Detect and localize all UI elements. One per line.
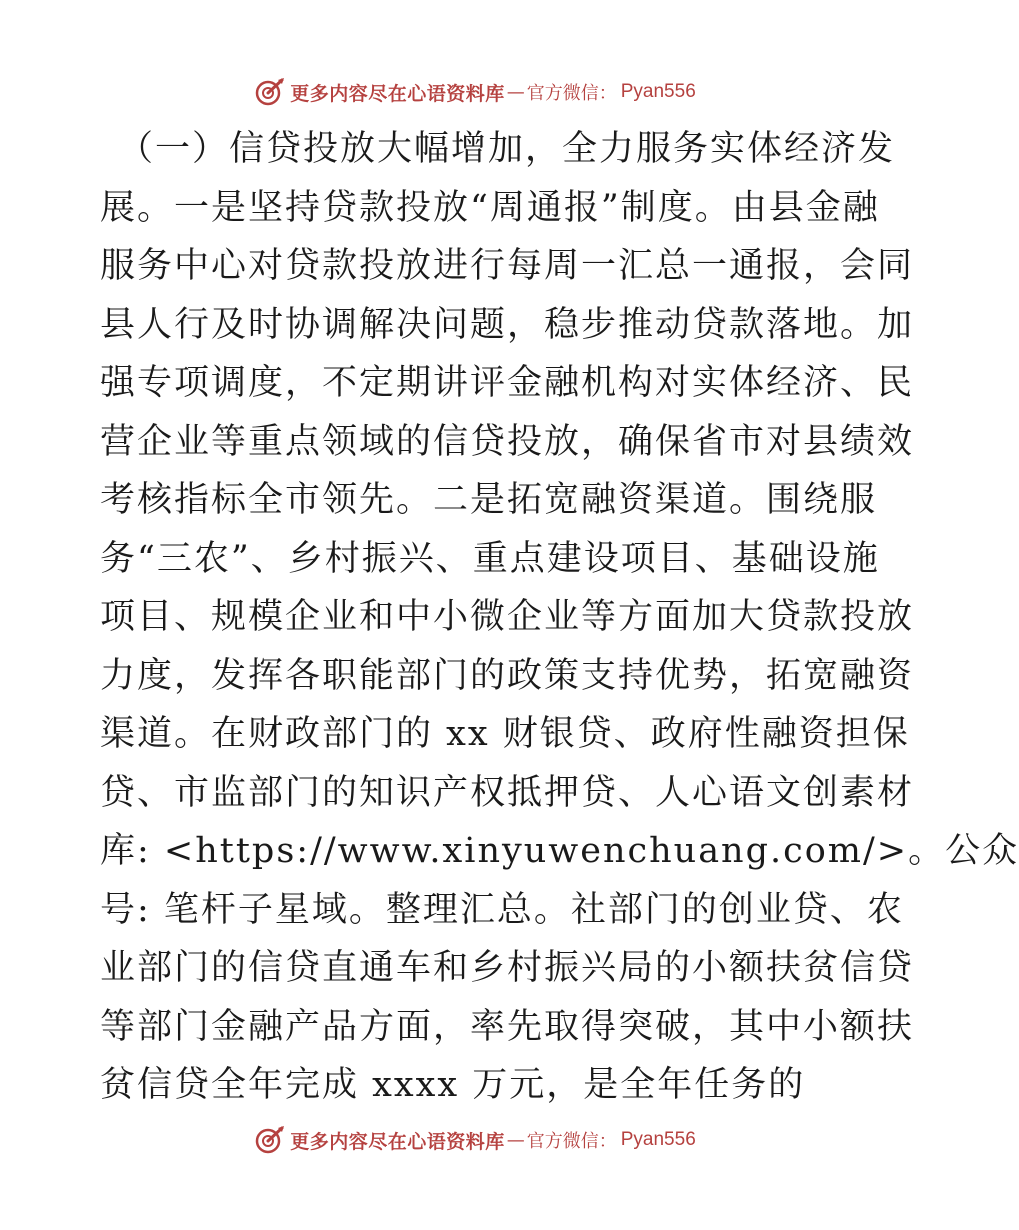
footer-watermark	[0, 1120, 950, 1160]
text-line: 等部门金融产品方面，率先取得突破，其中小额扶	[100, 1006, 915, 1047]
text-line: （一）信贷投放大幅增加，全力服务实体经济发	[118, 129, 896, 169]
text-line: 库: <https://www.xinyuwenchuang.com/>。公众	[100, 831, 1019, 871]
text-line: 强专项调度，不定期讲评金融机构对实体经济、民	[100, 363, 915, 403]
text-line: 渠道。在财政部门的 xx 财银贷、政府性融资担保	[100, 714, 910, 754]
brand-logo-icon	[254, 76, 286, 108]
text-line: 服务中心对贷款投放进行每周一汇总一通报，会同	[100, 246, 915, 286]
text-line: 展。一是坚持贷款投放“周通报”制度。由县金融	[100, 187, 880, 228]
watermark-dash: —	[506, 1129, 525, 1151]
watermark-dash: —	[506, 81, 525, 103]
text-line: 项目、规模企业和中小微企业等方面加大贷款投放	[100, 597, 915, 637]
text-line: 贷、市监部门的知识产权抵押贷、人心语文创素材	[100, 772, 915, 813]
document-body	[100, 120, 1019, 1115]
watermark-account: Pyan556	[620, 81, 696, 102]
text-line: 考核指标全市领先。二是拓宽融资渠道。围绕服	[100, 480, 878, 520]
text-line: 力度，发挥各职能部门的政策支持优势，拓宽融资	[100, 655, 915, 696]
watermark-official-label: 官方微信：	[526, 1131, 617, 1152]
text-line: 号: 笔杆子星域。整理汇总。社部门的创业贷、农	[100, 889, 904, 930]
text-line: 业部门的信贷直通车和乡村振兴局的小额扶贫信贷	[100, 948, 915, 988]
text-line: 务“三农”、乡村振兴、重点建设项目、基础设施	[100, 538, 880, 579]
text-line: 贫信贷全年完成 xxxx 万元，是全年任务的	[100, 1065, 806, 1105]
text-line: 县人行及时协调解决问题，稳步推动贷款落地。加	[100, 304, 915, 345]
watermark-account: Pyan556	[620, 1129, 696, 1150]
watermark-official-label: 官方微信：	[526, 83, 617, 104]
brand-logo-icon	[254, 1124, 286, 1156]
watermark-brand-text: 更多内容尽在心语资料库	[290, 1130, 505, 1153]
watermark-brand-text: 更多内容尽在心语资料库	[290, 82, 505, 105]
header-watermark	[0, 72, 950, 112]
text-line: 营企业等重点领域的信贷投放，确保省市对县绩效	[100, 421, 915, 462]
